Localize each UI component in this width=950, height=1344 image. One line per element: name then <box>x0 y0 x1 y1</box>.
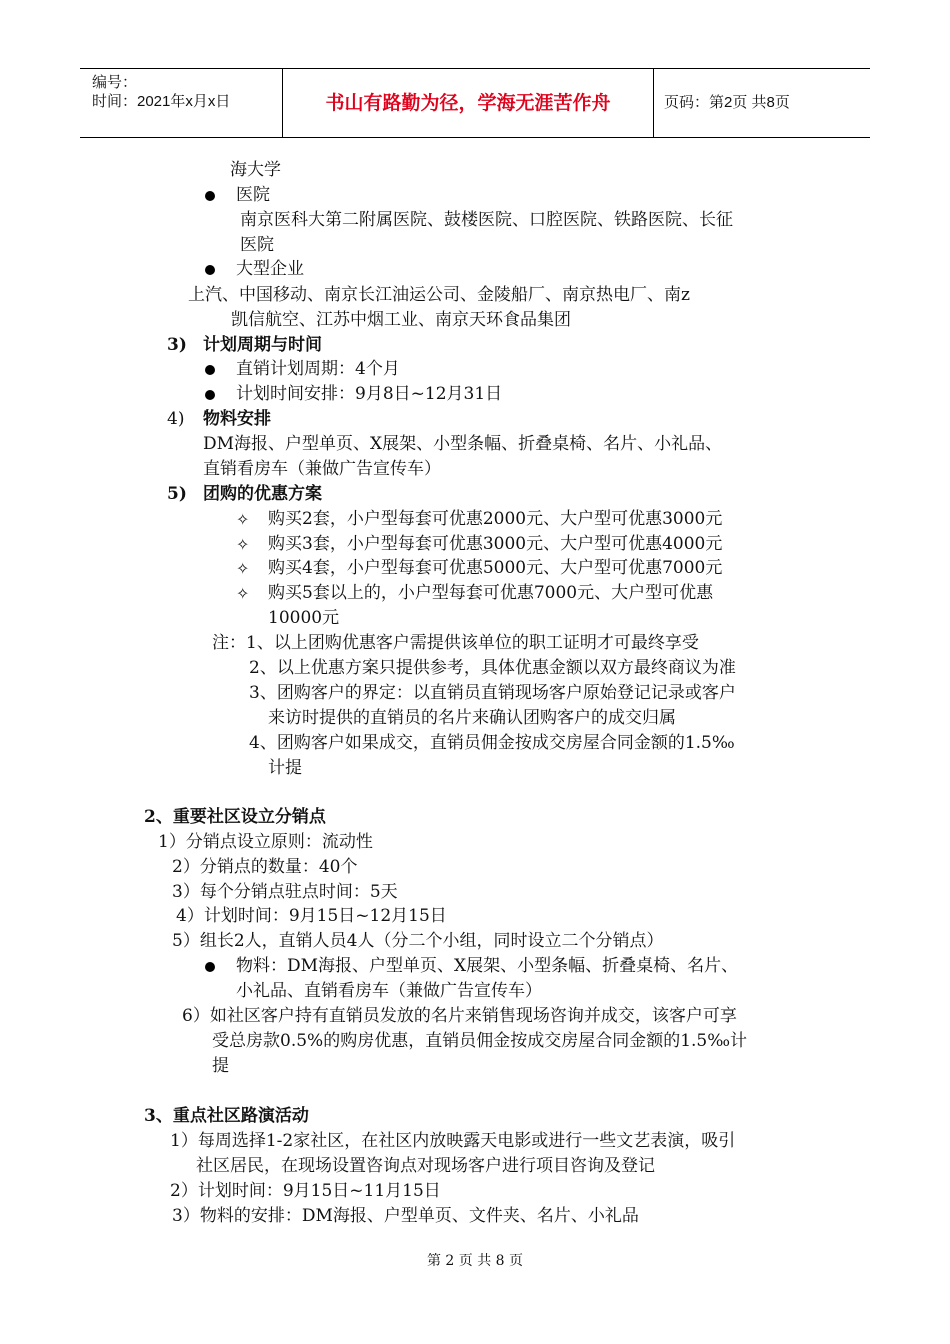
section-heading: 3、重点社区路演活动 <box>144 1106 309 1126</box>
bullet-dot-icon <box>205 365 215 375</box>
note-line: 3、团购客户的界定：以直销员直销现场客户原始登记记录或客户 <box>249 683 736 703</box>
page-footer: 第 2 页 共 8 页 <box>426 1253 524 1269</box>
diamond-bullet-icon: ✧ <box>236 510 250 529</box>
list-item: 1）分销点设立原则：流动性 <box>158 832 373 852</box>
note-line: 注：1、以上团购优惠客户需提供该单位的职工证明才可最终享受 <box>212 633 699 653</box>
bullet-dot-icon <box>205 265 215 275</box>
header-motto: 书山有路勤为径，学海无涯苦作舟 <box>325 92 611 114</box>
bullet-dot-icon <box>205 191 215 201</box>
note-line: 计提 <box>268 758 302 778</box>
header-motto-cell <box>283 69 654 137</box>
note-line: 2、以上优惠方案只提供参考，具体优惠金额以双方最终商议为准 <box>249 658 736 678</box>
text-line: 凯信航空、江苏中烟工业、南京天环食品集团 <box>231 310 571 330</box>
header-left-cell <box>80 69 283 137</box>
text-line: DM海报、户型单页、X展架、小型条幅、折叠桌椅、名片、小礼品、 <box>203 434 723 454</box>
note-line: 4、团购客户如果成交，直销员佣金按成交房屋合同金额的1.5‰ <box>249 733 735 753</box>
text-line: 南京医科大第二附属医院、鼓楼医院、口腔医院、铁路医院、长征 <box>240 210 733 230</box>
section-heading: 计划周期与时间 <box>203 335 322 355</box>
list-item: 购买3套，小户型每套可优惠3000元、大户型可优惠4000元 <box>268 534 723 554</box>
list-item: 医院 <box>236 185 270 205</box>
list-item: 5）组长2人，直销人员4人（分二个小组，同时设立二个分销点） <box>172 931 664 951</box>
text-line: 10000元 <box>268 608 340 628</box>
list-item: 4）计划时间：9月15日~12月15日 <box>176 906 447 926</box>
section-heading: 物料安排 <box>203 409 271 429</box>
section-number: 4) <box>167 409 185 429</box>
header-right-cell <box>654 69 870 137</box>
diamond-bullet-icon: ✧ <box>236 535 250 554</box>
list-item: 3）物料的安排：DM海报、户型单页、文件夹、名片、小礼品 <box>172 1206 639 1226</box>
text-line: 上汽、中国移动、南京长江油运公司、金陵船厂、南京热电厂、南z <box>188 285 690 305</box>
text-line: 受总房款0.5%的购房优惠，直销员佣金按成交房屋合同金额的1.5‰计 <box>212 1031 748 1051</box>
list-item: 3）每个分销点驻点时间：5天 <box>172 882 398 902</box>
list-item: 1）每周选择1-2家社区，在社区内放映露天电影或进行一些文艺表演，吸引 <box>170 1131 736 1151</box>
diamond-bullet-icon: ✧ <box>236 559 250 578</box>
list-item: 2）分销点的数量：40个 <box>172 857 358 877</box>
header-time-label: 时间：2021年x月x日 <box>92 93 231 110</box>
text-line: 提 <box>212 1056 229 1076</box>
list-item: 2）计划时间：9月15日~11月15日 <box>170 1181 441 1201</box>
list-item: 购买2套，小户型每套可优惠2000元、大户型可优惠3000元 <box>268 509 723 529</box>
text-line: 医院 <box>240 235 274 255</box>
bullet-dot-icon <box>205 962 215 972</box>
text-line: 社区居民，在现场设置咨询点对现场客户进行项目咨询及登记 <box>196 1156 655 1176</box>
header-number-label: 编号： <box>92 74 138 91</box>
list-item: 直销计划周期：4个月 <box>236 359 400 379</box>
page-header <box>80 68 870 138</box>
list-item: 6）如社区客户持有直销员发放的名片来销售现场咨询并成交，该客户可享 <box>182 1006 737 1026</box>
section-number: 3) <box>167 335 187 355</box>
section-heading: 2、重要社区设立分销点 <box>144 807 326 827</box>
list-item: 大型企业 <box>236 259 304 279</box>
text-line: 海大学 <box>230 160 281 180</box>
section-heading: 团购的优惠方案 <box>203 484 322 504</box>
text-line: 直销看房车（兼做广告宣传车） <box>203 459 441 479</box>
section-number: 5) <box>167 484 187 504</box>
bullet-dot-icon <box>205 390 215 400</box>
header-page-info: 页码：第2页 共8页 <box>664 94 790 111</box>
list-item: 物料：DM海报、户型单页、X展架、小型条幅、折叠桌椅、名片、 <box>236 956 739 976</box>
list-item: 购买5套以上的，小户型每套可优惠7000元、大户型可优惠 <box>268 583 714 603</box>
list-item: 购买4套，小户型每套可优惠5000元、大户型可优惠7000元 <box>268 558 723 578</box>
diamond-bullet-icon: ✧ <box>236 584 250 603</box>
text-line: 小礼品、直销看房车（兼做广告宣传车） <box>236 981 542 1001</box>
note-line: 来访时提供的直销员的名片来确认团购客户的成交归属 <box>268 708 676 728</box>
list-item: 计划时间安排：9月8日~12月31日 <box>236 384 503 404</box>
